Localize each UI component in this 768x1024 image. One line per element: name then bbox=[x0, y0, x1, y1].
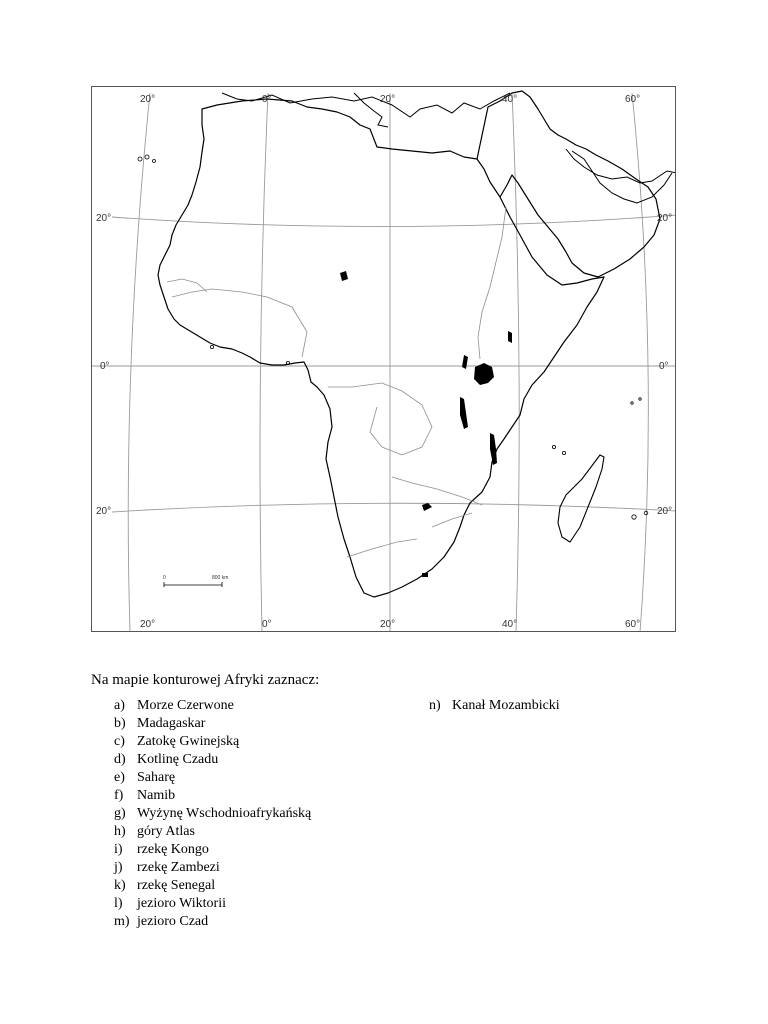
lake-malawi bbox=[490, 433, 497, 465]
task-text: Madagaskar bbox=[137, 716, 206, 731]
task-list bbox=[114, 697, 311, 931]
task-text: Zatokę Gwinejską bbox=[137, 734, 240, 749]
task-item bbox=[114, 805, 311, 823]
river-nile bbox=[478, 207, 506, 359]
lake-rudolf bbox=[508, 331, 512, 343]
task-item bbox=[114, 895, 311, 913]
task-item bbox=[114, 769, 311, 787]
top-label-0: 0° bbox=[262, 94, 272, 105]
scale-end-label: 800 km bbox=[212, 575, 229, 581]
meridian-60e bbox=[632, 93, 648, 632]
task-letter: a) bbox=[114, 698, 125, 713]
coast-ne bbox=[566, 149, 676, 183]
task-text: góry Atlas bbox=[137, 824, 195, 839]
task-letter: j) bbox=[114, 860, 123, 875]
lake-south bbox=[422, 573, 428, 577]
africa-coastline bbox=[158, 99, 604, 597]
task-text: Namib bbox=[137, 788, 176, 803]
task-item-n bbox=[429, 697, 560, 715]
bottom-label-20e: 20° bbox=[380, 619, 396, 630]
rivers bbox=[167, 207, 506, 557]
task-text: jezioro Czad bbox=[137, 914, 209, 929]
africa-outline-map bbox=[91, 86, 676, 632]
river-orange bbox=[347, 539, 417, 557]
cape-verde-island bbox=[210, 345, 213, 348]
lake-chad bbox=[340, 271, 348, 281]
task-item bbox=[114, 697, 311, 715]
left-label-20s: 20° bbox=[96, 506, 112, 517]
river-senegal bbox=[167, 279, 207, 292]
reunion-island bbox=[632, 515, 636, 519]
right-label-0: 0° bbox=[659, 361, 669, 372]
meridian-20w bbox=[128, 93, 150, 632]
task-letter: d) bbox=[114, 752, 126, 767]
comoros-island bbox=[552, 445, 555, 448]
task-letter: k) bbox=[114, 878, 126, 893]
top-label-60e: 60° bbox=[625, 94, 641, 105]
left-label-20n: 20° bbox=[96, 213, 112, 224]
top-label-20e: 20° bbox=[380, 94, 396, 105]
seychelles-island bbox=[639, 398, 641, 400]
canary-island bbox=[145, 155, 149, 159]
task-text: Morze Czerwone bbox=[137, 698, 234, 713]
task-letter: l) bbox=[114, 896, 123, 911]
graticule bbox=[92, 93, 676, 632]
task-text: Wyżynę Wschodnioafrykańską bbox=[137, 806, 312, 821]
bottom-label-40e: 40° bbox=[502, 619, 518, 630]
task-item bbox=[114, 823, 311, 841]
task-text: rzekę Senegal bbox=[137, 878, 216, 893]
task-text: Kanał Mozambicki bbox=[452, 698, 560, 713]
task-item bbox=[114, 877, 311, 895]
seychelles-island bbox=[631, 402, 633, 404]
canary-island bbox=[138, 157, 142, 161]
map-graphic bbox=[92, 87, 676, 632]
task-item bbox=[114, 841, 311, 859]
task-item bbox=[114, 913, 311, 931]
meridian-0 bbox=[260, 93, 268, 632]
comoros-island bbox=[562, 451, 565, 454]
task-letter: b) bbox=[114, 716, 126, 731]
river-congo bbox=[328, 383, 432, 455]
meridian-40e bbox=[512, 93, 519, 632]
task-item bbox=[114, 715, 311, 733]
bottom-label-20w: 20° bbox=[140, 619, 156, 630]
lake-tanganyika bbox=[460, 397, 468, 429]
worksheet-instruction: Na mapie konturowej Afryki zaznacz: bbox=[91, 672, 320, 688]
river-niger bbox=[172, 289, 307, 357]
task-item bbox=[114, 751, 311, 769]
task-letter: c) bbox=[114, 734, 125, 749]
madagascar bbox=[558, 455, 604, 542]
right-label-20s: 20° bbox=[657, 506, 673, 517]
right-label-20n: 20° bbox=[657, 213, 673, 224]
scale-start-label: 0 bbox=[163, 575, 166, 581]
task-text: Kotlinę Czadu bbox=[137, 752, 219, 767]
task-text: rzekę Zambezi bbox=[137, 860, 220, 875]
task-letter: h) bbox=[114, 824, 126, 839]
islands bbox=[138, 155, 648, 519]
top-label-20w: 20° bbox=[140, 94, 156, 105]
lakes bbox=[340, 271, 512, 577]
canary-island bbox=[153, 160, 156, 163]
task-item bbox=[114, 859, 311, 877]
bottom-label-60e: 60° bbox=[625, 619, 641, 630]
task-letter: n) bbox=[429, 698, 441, 713]
task-text: rzekę Kongo bbox=[137, 842, 209, 857]
task-letter: f) bbox=[114, 788, 124, 803]
task-text: Saharę bbox=[137, 770, 176, 785]
parallel-20s bbox=[112, 503, 676, 512]
task-letter: m) bbox=[114, 914, 130, 929]
river-limpopo bbox=[432, 513, 472, 527]
lake-albert bbox=[462, 355, 468, 369]
scale-bar bbox=[164, 582, 222, 587]
river-zambezi bbox=[392, 477, 482, 505]
task-item bbox=[114, 787, 311, 805]
task-letter: i) bbox=[114, 842, 123, 857]
task-text: jezioro Wiktorii bbox=[137, 896, 226, 911]
bottom-label-0: 0° bbox=[262, 619, 272, 630]
left-label-0: 0° bbox=[100, 361, 110, 372]
task-letter: g) bbox=[114, 806, 126, 821]
mauritius-island bbox=[644, 511, 648, 515]
arabia-coastline bbox=[477, 91, 660, 277]
lake-kariba bbox=[422, 503, 432, 511]
top-label-40e: 40° bbox=[502, 94, 518, 105]
persian-gulf-coast bbox=[572, 151, 672, 203]
task-letter: e) bbox=[114, 770, 125, 785]
parallel-20n bbox=[112, 215, 676, 227]
task-item bbox=[114, 733, 311, 751]
